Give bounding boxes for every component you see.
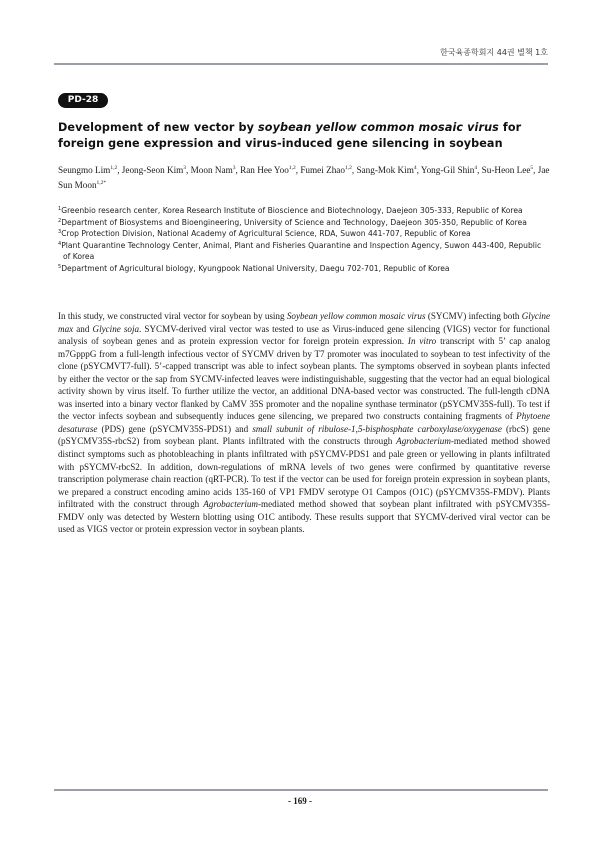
author-affiliation-mark: 1,2 bbox=[344, 165, 352, 171]
author bbox=[191, 165, 236, 175]
abstract-text-run: -mediated method showed that soybean plant infiltrated with pSYCMV35S-FMDV only was detected by Western blotting using O1C antibody. These results support that SYCMV-derived viral vector can be used as VIGS vector or protein expression vector in soybean plants. bbox=[58, 499, 550, 535]
author-name: Ran Hee Yoo bbox=[240, 165, 289, 175]
author bbox=[240, 165, 296, 175]
author bbox=[482, 165, 533, 175]
abstract-text-run: (rbcS) gene (pSYCMV35S-rbcS2) from soybean plant. Plants infiltrated with the constructs through bbox=[58, 423, 550, 447]
footer-rule bbox=[54, 789, 548, 791]
header-rule bbox=[54, 63, 548, 65]
author bbox=[58, 165, 117, 175]
author-affiliation-mark: 1,2 bbox=[110, 165, 118, 171]
author-name: Sang-Mok Kim bbox=[356, 165, 414, 175]
paper-title bbox=[58, 120, 548, 152]
affiliation-mark: 3 bbox=[58, 229, 62, 236]
affiliation-list bbox=[58, 205, 550, 275]
author-name: Jae Sun Moon bbox=[58, 165, 550, 190]
author-affiliation-mark: 4 bbox=[474, 165, 478, 171]
affiliation-text: Plant Quarantine Technology Center, Animal, Plant and Fisheries Quarantine and Inspection Agency, Suwon 443-400, Republic of Korea bbox=[61, 240, 542, 262]
abstract-italic-run: Phytoene desaturase bbox=[58, 411, 550, 434]
abstract-tag: PD-28 bbox=[58, 93, 108, 108]
author-list: Seungmo Lim$^{1,2}$, Jeong-Seon Kim$^3$, Moon Nam$^3$, Ran Hee Yoo$^{1,2}$, Fumei Zhao$^{1,2}$, Sang-Mok Kim$^4$, Yong-Gil Shin$^4$, Su-Heon Lee$^5$, Jae Sun Moon$^{1,2*}$ bbox=[58, 165, 550, 190]
author-name: Seungmo Lim bbox=[58, 165, 111, 175]
running-header: 한국육종학회지 44권 별책 1호 bbox=[440, 48, 548, 57]
author-name: Fumei Zhao bbox=[300, 165, 345, 175]
title-after: for foreign gene expression and virus-induced gene silencing in soybean bbox=[58, 121, 522, 150]
abstract-text-run: -mediated method showed distinct symptoms such as photobleaching in plants infiltrated with pSYCMV-PDS1 and pale green or yellowing in plants infiltrated with pSYCMV-rbcS2. In addition, down-regulations of mRNA levels of two genes were confirmed by quantitative reverse transcription polymerase chain reaction (qRT-PCR). To test if the vector can be used for foreign protein expression in soybean plants, we prepared a construct encoding amino acids 135-160 of VP1 FMDV serotype O1 Campos (O1C) (pSYCMV35S-FMDV). Plants infiltrated with the construct through bbox=[58, 436, 550, 510]
abstract-body bbox=[58, 310, 550, 536]
abstract-text-run: (SYCMV) infecting both bbox=[425, 311, 522, 321]
title-italic: soybean yellow common mosaic virus bbox=[258, 121, 499, 134]
abstract-text-run: transcript with 5’ cap analog m7GpppG from a full-length infectious vector of SYCMV driven by T7 promoter was inoculated to soybean to test infectivity of the clone (pSYCMVT7-full). 5’-capped transcript was able to infect soybean plants. The symptoms observed in soybean plants infected by either the vector or the sap from SYCMV-infected leaves were indistinguishable, suggesting that the vector had an equal biological activity shown by virus itself. To further utilize the vector, an additional DNA-based vector was constructed. The full-length cDNA was inserted into a binary vector flanked by CaMV 35S promoter and the nopaline synthase terminator (pSYCMV35S-full). To test if the vector infects soybean and subsequently induces gene silencing, we prepared two constructs containing fragments of bbox=[58, 336, 550, 422]
abstract-italic-run: Glycine max bbox=[58, 311, 551, 334]
affiliation-text: Department of Agricultural biology, Kyungpook National University, Daegu 702-701, Republic of Korea bbox=[61, 263, 450, 273]
affiliation-mark: 4 bbox=[58, 240, 62, 247]
affiliation-mark: 5 bbox=[58, 263, 62, 270]
affiliation bbox=[58, 228, 550, 240]
page-number: - 169 - bbox=[288, 796, 312, 806]
author bbox=[122, 165, 186, 175]
title-before: Development of new vector by bbox=[58, 121, 259, 134]
affiliation-text: Crop Protection Division, National Academy of Agricultural Science, RDA, Suwon 441-707, Republic of Korea bbox=[61, 229, 471, 239]
author-name: Moon Nam bbox=[190, 165, 233, 175]
author-affiliation-mark: 3 bbox=[183, 165, 187, 171]
author-name: Jeong-Seon Kim bbox=[121, 165, 184, 175]
author-name: Su-Heon Lee bbox=[481, 165, 531, 175]
abstract-text-run: . SYCMV-derived viral vector was tested to use as Virus-induced gene silencing (VIGS) vector for functional analysis of soybean genes and as protein expression vector for foreign protein expression. bbox=[58, 323, 550, 347]
affiliation bbox=[58, 263, 550, 275]
abstract-text-run: In this study, we constructed viral vector for soybean by using bbox=[58, 311, 287, 321]
affiliation-text: Department of Biosystems and Bioengineering, University of Science and Technology, Daejeon 305-350, Republic of Korea bbox=[61, 217, 527, 227]
author-name: Yong-Gil Shin bbox=[420, 165, 475, 175]
abstract-italic-run: Soybean yellow common mosaic virus bbox=[286, 311, 426, 321]
affiliation-mark: 2 bbox=[58, 217, 62, 224]
affiliation-mark: 1 bbox=[58, 206, 62, 212]
affiliation-text: Greenbio research center, Korea Research Institute of Bioscience and Biotechnology, Daejeon 305-333, Republic of Korea bbox=[61, 206, 523, 215]
abstract-italic-run: In vitro bbox=[407, 336, 437, 347]
author-affiliation-mark: 5 bbox=[530, 165, 534, 171]
abstract-italic-run: Glycine soja bbox=[92, 323, 140, 334]
abstract-italic-run: small subunit of ribulose-1,5-bisphosphate carboxylase/oxygenase bbox=[252, 423, 502, 434]
author bbox=[421, 165, 477, 175]
author-affiliation-mark: 3 bbox=[232, 165, 236, 171]
author-affiliation-mark: 4 bbox=[413, 165, 417, 171]
affiliation bbox=[58, 205, 550, 217]
abstract-italic-run: Agrobacterium bbox=[203, 499, 259, 510]
abstract-italic-run: Agrobacterium bbox=[396, 436, 451, 447]
author bbox=[356, 165, 416, 175]
affiliation bbox=[58, 217, 550, 229]
affiliation bbox=[58, 240, 550, 263]
author-affiliation-mark: 1,2* bbox=[96, 179, 107, 186]
author bbox=[300, 165, 352, 175]
abstract-text-run: (PDS) gene (pSYCMV35S-PDS1) and bbox=[97, 423, 253, 434]
abstract-text-run: and bbox=[73, 323, 93, 334]
author-affiliation-mark: 1,2 bbox=[288, 165, 296, 171]
